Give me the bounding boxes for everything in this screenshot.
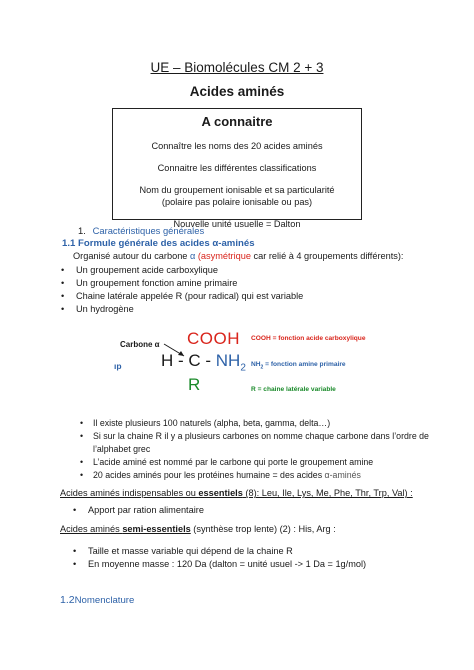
- semi-essentiels-line: [60, 524, 336, 534]
- r-group: R: [188, 375, 201, 394]
- carbon: C: [188, 351, 201, 370]
- formula-main-line: H - C - $NH_2$: [161, 351, 246, 374]
- list-item: • Il existe plusieurs 100 naturels (alpha, beta, gamma, delta…): [79, 417, 429, 430]
- nh: NH: [215, 351, 241, 370]
- text: (synthèse trop lente) (2) : His, Arg :: [190, 524, 336, 534]
- summary-box: [112, 108, 362, 229]
- section-number: 1.: [78, 225, 86, 236]
- list-item: • Un hydrogène: [60, 303, 303, 316]
- box-line: Connaître les noms des 20 acides aminés: [151, 141, 323, 151]
- bullet-list: [79, 417, 429, 482]
- box-line: Connaitre les différentes classifications: [157, 163, 317, 173]
- alpha-symbol: α: [189, 251, 196, 261]
- text: (8): Leu, Ile, Lys, Me, Phe, Thr, Trp, Val) :: [242, 488, 413, 498]
- section-number: 1.2: [60, 594, 75, 606]
- section-1-2-heading: [60, 594, 134, 606]
- box-line: Nouvelle unité usuelle = Dalton: [173, 219, 301, 229]
- hydrogen: H: [161, 351, 174, 370]
- text: 2: [260, 364, 264, 371]
- text: Organisé autour du carbone: [73, 251, 190, 261]
- box-line: Nom du groupement ionisable et sa particularité (polaire pas polaire ionisable ou pas): [139, 185, 335, 207]
- amine-group: [215, 351, 246, 374]
- r-legend: R = chaine latérale variable: [251, 386, 336, 393]
- bold-text: essentiels: [198, 488, 243, 498]
- list-item: • Chaine latérale appelée R (pour radical) qui est variable: [60, 290, 303, 303]
- list-item: • Si sur la chaine R il y a plusieurs carbones on nomme chaque carbone dans l’ordre de l’alphabet grec: [79, 430, 429, 456]
- section-title: Nomenclature: [74, 595, 135, 606]
- section-1-1-heading: 1.1 Formule générale des acides α-aminés: [62, 238, 255, 249]
- text: NH: [251, 361, 261, 368]
- list-item: [79, 469, 429, 482]
- bullet-list: [72, 504, 204, 517]
- text: = fonction amine primaire: [263, 361, 346, 368]
- text: Acides aminés indispensables ou: [60, 488, 199, 498]
- bold-text: semi-essentiels: [122, 524, 191, 534]
- text: Acides aminés: [60, 524, 123, 534]
- page-subtitle: Acides aminés: [189, 84, 285, 99]
- section-title: Caractéristiques générales: [92, 225, 205, 236]
- cooh-legend: COOH = fonction acide carboxylique: [251, 335, 366, 342]
- organisation-line: [73, 251, 403, 261]
- cooh-group: COOH: [187, 329, 240, 348]
- list-item: • Apport par ration alimentaire: [72, 504, 204, 517]
- amino-acid-formula-diagram: [0, 326, 474, 406]
- bullet-list: [60, 264, 303, 316]
- asymmetric-text: (asymétrique: [197, 251, 251, 261]
- text: 20 acides aminés pour les protéines humaine = des acides: [93, 470, 325, 480]
- section-1-heading: [78, 225, 204, 236]
- cut-off-text: ıp: [114, 361, 122, 371]
- bullet-list: [72, 545, 366, 570]
- list-item: • Un groupement acide carboxylique: [60, 264, 303, 277]
- essentiels-line: [60, 488, 413, 498]
- page-title: UE – Biomolécules CM 2 + 3: [150, 60, 324, 75]
- carbone-alpha-label: Carbone α: [120, 340, 160, 349]
- nh-sub: 2: [240, 362, 246, 374]
- list-item: • En moyenne masse : 120 Da (dalton = unité usuel -> 1 Da = 1g/mol): [72, 558, 366, 571]
- list-item: • Un groupement fonction amine primaire: [60, 277, 303, 290]
- list-item: • L’acide aminé est nommé par le carbone qui porte le groupement amine: [79, 456, 429, 469]
- nh2-legend: [251, 361, 346, 370]
- list-item: • Taille et masse variable qui dépend de la chaine R: [72, 545, 366, 558]
- text: car relié à 4 groupements différents):: [250, 251, 404, 261]
- box-title: A connaitre: [201, 114, 273, 129]
- alpha-amines-text: α-aminés: [324, 470, 361, 480]
